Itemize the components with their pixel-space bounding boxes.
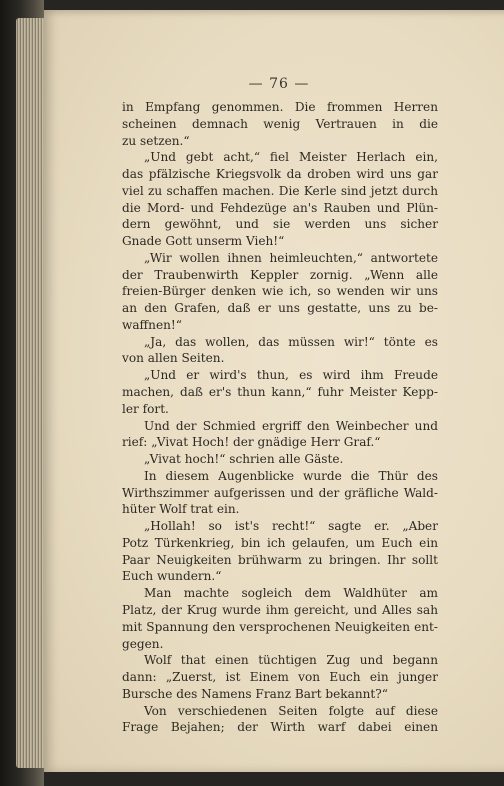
- text-line: dann: „Zuerst, ist Einem von Euch ein junger: [122, 670, 438, 685]
- text-line: Man machte sogleich dem Waldhüter am: [144, 586, 438, 601]
- text-line: Wirthszimmer aufgerissen und der gräfliche Wald-: [122, 485, 438, 500]
- text-line: Paar Neuigkeiten brühwarm zu bringen. Ihr sollt: [122, 552, 438, 567]
- body-text: [122, 99, 438, 736]
- text-line: Und der Schmied ergriff den Weinbecher und: [144, 418, 438, 433]
- text-line: mit Spannung den versprochenen Neuigkeiten ent-: [122, 619, 438, 634]
- text-line: das pfälzische Kriegsvolk da droben wird uns gar: [122, 167, 438, 182]
- text-line: „Vivat hoch!“ schrien alle Gäste.: [144, 452, 344, 467]
- text-line: dern gewöhnt, und sie werden uns sicher: [122, 217, 438, 232]
- text-line: Potz Türkenkrieg, bin ich gelaufen, um Euch ein: [122, 535, 438, 550]
- text-line: der Traubenwirth Keppler zornig. „Wenn alle: [122, 267, 438, 282]
- text-line: scheinen demnach wenig Vertrauen in die: [122, 116, 438, 131]
- text-line: Platz, der Krug wurde ihm gereicht, und Alles sah: [122, 602, 438, 617]
- text-line: von allen Seiten.: [122, 351, 225, 366]
- text-line: freien-Bürger denken wie ich, so wenden wir uns: [122, 284, 438, 299]
- text-line: „Und er wird's thun, es wird ihm Freude: [144, 368, 438, 383]
- text-line: „Hollah! so ist's recht!“ sagte er. „Aber: [144, 519, 438, 534]
- text-line: zu setzen.“: [122, 133, 190, 148]
- text-line: In diesem Augenblicke wurde die Thür des: [144, 468, 438, 483]
- text-line: an den Grafen, daß er uns gestatte, uns zu be-: [122, 301, 438, 316]
- text-line: in Empfang genommen. Die frommen Herren: [122, 100, 438, 114]
- text-line: „Ja, das wollen, das müssen wir!“ tönte es: [144, 334, 438, 349]
- text-line: machen, daß er's thun kann,“ fuhr Meister Kepp-: [122, 385, 438, 400]
- text-line: Von verschiedenen Seiten folgte auf diese: [144, 703, 438, 718]
- text-line: die Mord- und Fehdezüge an's Rauben und Plün-: [122, 200, 438, 215]
- text-line: ler fort.: [122, 401, 169, 416]
- text-line: „Wir wollen ihnen heimleuchten,“ antwortete: [144, 250, 438, 265]
- text-line: hüter Wolf trat ein.: [122, 502, 240, 517]
- page-number: — 76 —: [248, 76, 310, 92]
- text-line: Frage Bejahen; der Wirth warf dabei einen: [122, 720, 438, 735]
- text-line: gegen.: [122, 636, 164, 651]
- text-line: rief: „Vivat Hoch! der gnädige Herr Graf.“: [122, 435, 381, 450]
- text-line: Gnade Gott unserm Vieh!“: [122, 234, 285, 249]
- text-line: waffnen!“: [122, 317, 182, 332]
- text-line: Wolf that einen tüchtigen Zug und begann: [144, 653, 438, 668]
- text-line: viel zu schaffen machen. Die Kerle sind jetzt durch: [122, 183, 438, 198]
- text-line: „Und gebt acht,“ fiel Meister Herlach ein,: [144, 150, 438, 165]
- text-line: Euch wundern.“: [122, 569, 222, 584]
- text-line: Bursche des Namens Franz Bart bekannt?“: [122, 686, 388, 701]
